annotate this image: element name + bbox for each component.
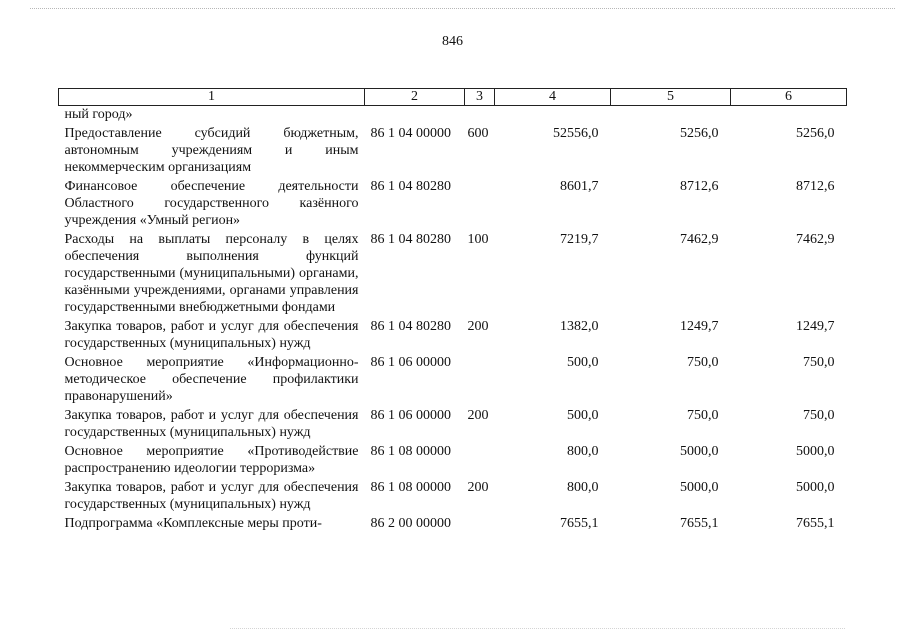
- row-code: [365, 106, 465, 124]
- scan-edge-artifact: [230, 628, 845, 629]
- row-vr: 200: [467, 408, 489, 423]
- row-vr: [465, 513, 495, 532]
- table-row: [59, 106, 847, 124]
- row-code: 86 2 00 00000: [370, 516, 451, 531]
- table-row: [59, 176, 847, 229]
- row-amount-2: 7655,1: [680, 516, 719, 531]
- page-number: 846: [442, 34, 463, 49]
- header-col-name: 1: [59, 89, 365, 106]
- row-vr: 100: [467, 232, 489, 247]
- scan-edge-artifact: [30, 8, 895, 9]
- table-body: [59, 106, 847, 533]
- row-amount-3: 1249,7: [796, 319, 835, 334]
- row-vr: [465, 441, 495, 477]
- table-header: [59, 89, 847, 106]
- row-amount-3: [731, 106, 847, 124]
- row-amount-1: 800,0: [567, 480, 599, 495]
- budget-table: [58, 88, 847, 532]
- header-col-code: 2: [365, 89, 465, 106]
- row-vr: [465, 106, 495, 124]
- row-name: Расходы на выплаты персоналу в целях обеспечения выполнения функций государственными (муниципальными) органами, казёнными учреждениями, органами управления государственными внебюджетными фондами: [64, 232, 359, 315]
- row-vr: 200: [467, 480, 489, 495]
- row-amount-1: 1382,0: [560, 319, 599, 334]
- row-amount-3: 5000,0: [796, 444, 835, 459]
- row-vr: [465, 352, 495, 405]
- table-row: [59, 123, 847, 176]
- row-vr: [465, 176, 495, 229]
- header-col-vr: 3: [465, 89, 495, 106]
- table-row: [59, 441, 847, 477]
- header-row: [59, 89, 847, 106]
- row-amount-2: 7462,9: [680, 232, 719, 247]
- row-name: Закупка товаров, работ и услуг для обеспечения государственных (муниципальных) нужд: [64, 408, 359, 440]
- row-amount-3: 7462,9: [796, 232, 835, 247]
- row-code: 86 1 04 80280: [370, 319, 451, 334]
- row-amount-2: 5000,0: [680, 444, 719, 459]
- row-amount-2: 5256,0: [680, 126, 719, 141]
- row-amount-1: [495, 106, 611, 124]
- row-amount-2: 1249,7: [680, 319, 719, 334]
- row-amount-3: 7655,1: [796, 516, 835, 531]
- row-code: 86 1 06 00000: [370, 408, 451, 423]
- row-amount-1: 500,0: [567, 355, 599, 370]
- row-amount-3: 750,0: [803, 355, 835, 370]
- row-amount-3: 5000,0: [796, 480, 835, 495]
- row-vr: 200: [467, 319, 489, 334]
- table-row: [59, 477, 847, 513]
- row-amount-1: 7655,1: [560, 516, 599, 531]
- row-name: ный город»: [64, 107, 133, 122]
- row-amount-1: 8601,7: [560, 179, 599, 194]
- row-amount-1: 52556,0: [553, 126, 599, 141]
- row-amount-2: [611, 106, 731, 124]
- row-name: Закупка товаров, работ и услуг для обеспечения государственных (муниципальных) нужд: [64, 319, 359, 351]
- row-code: 86 1 06 00000: [370, 355, 451, 370]
- row-amount-2: 750,0: [687, 408, 719, 423]
- table-row: [59, 513, 847, 532]
- table-row: [59, 352, 847, 405]
- table-row: [59, 316, 847, 352]
- row-amount-2: 750,0: [687, 355, 719, 370]
- row-amount-2: 8712,6: [680, 179, 719, 194]
- table-row: [59, 229, 847, 316]
- row-name: Основное мероприятие «Противодействие распространению идеологии терроризма»: [64, 444, 359, 476]
- header-col-amount-2: 5: [611, 89, 731, 106]
- row-name: Закупка товаров, работ и услуг для обеспечения государственных (муниципальных) нужд: [64, 480, 359, 512]
- row-amount-1: 7219,7: [560, 232, 599, 247]
- table-row: [59, 405, 847, 441]
- row-code: 86 1 04 80280: [370, 179, 451, 194]
- row-code: 86 1 08 00000: [370, 480, 451, 495]
- row-amount-1: 800,0: [567, 444, 599, 459]
- budget-table-container: [58, 88, 846, 532]
- row-amount-1: 500,0: [567, 408, 599, 423]
- row-code: 86 1 04 00000: [370, 126, 451, 141]
- row-name: Финансовое обеспечение деятельности Областного государственного казённого учреждения «Умный регион»: [64, 179, 359, 228]
- row-amount-2: 5000,0: [680, 480, 719, 495]
- row-code: 86 1 08 00000: [370, 444, 451, 459]
- row-amount-3: 750,0: [803, 408, 835, 423]
- row-vr: 600: [467, 126, 489, 141]
- row-amount-3: 8712,6: [796, 179, 835, 194]
- row-name: Предоставление субсидий бюджетным, автономным учреждениям и иным некоммерческим организациям: [64, 126, 359, 175]
- row-code: 86 1 04 80280: [370, 232, 451, 247]
- header-col-amount-3: 6: [731, 89, 847, 106]
- row-amount-3: 5256,0: [796, 126, 835, 141]
- header-col-amount-1: 4: [495, 89, 611, 106]
- row-name: Основное мероприятие «Информационно-методическое обеспечение профилактики правонарушений»: [64, 355, 359, 404]
- row-name: Подпрограмма «Комплексные меры проти-: [64, 516, 322, 531]
